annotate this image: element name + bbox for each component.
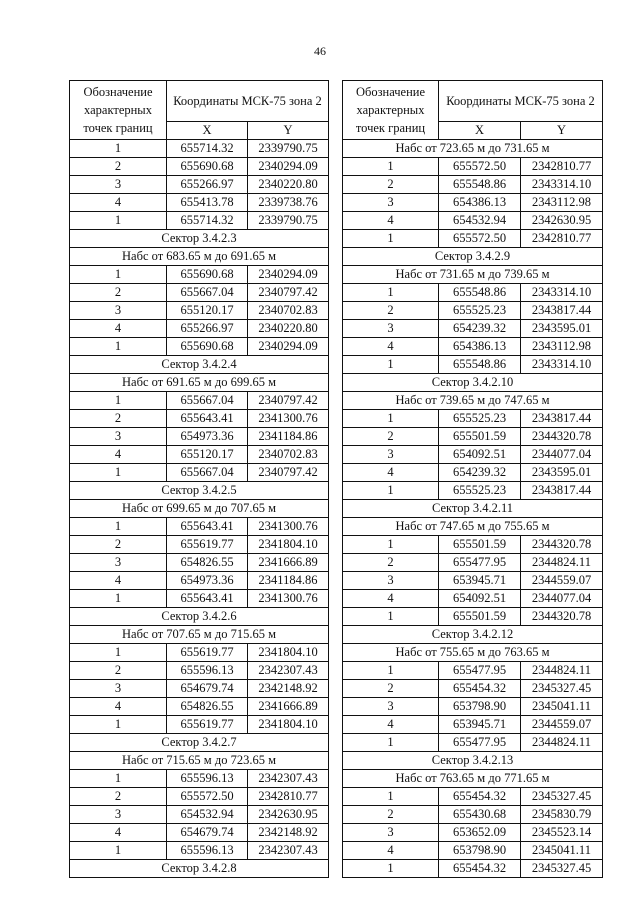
table-row — [70, 320, 329, 338]
point-number-cell: 3 — [70, 428, 167, 446]
y-coordinate-cell: 2340797.42 — [248, 284, 329, 302]
point-number-cell: 1 — [343, 860, 439, 878]
y-coordinate-cell: 2344824.11 — [521, 662, 603, 680]
section-label: Сектор 3.4.2.4 — [70, 356, 329, 374]
y-coordinate-cell: 2340294.09 — [248, 266, 329, 284]
point-number-cell: 1 — [70, 518, 167, 536]
point-number-cell: 1 — [343, 158, 439, 176]
x-coordinate-cell: 655619.77 — [167, 536, 248, 554]
y-coordinate-cell: 2342810.77 — [248, 788, 329, 806]
y-coordinate-cell: 2341666.89 — [248, 698, 329, 716]
y-coordinate-cell: 2342307.43 — [248, 770, 329, 788]
y-coordinate-cell: 2343817.44 — [521, 302, 603, 320]
table-row — [70, 698, 329, 716]
table-row — [343, 410, 603, 428]
x-coordinate-cell: 655619.77 — [167, 644, 248, 662]
y-coordinate-cell: 2345830.79 — [521, 806, 603, 824]
point-designation-header: Обозначение характерных точек границ — [70, 81, 167, 140]
y-coordinate-cell: 2342148.92 — [248, 824, 329, 842]
coordinates-header: Координаты МСК-75 зона 2 — [439, 81, 603, 122]
section-label: Набс от 707.65 м до 715.65 м — [70, 626, 329, 644]
point-number-cell: 1 — [70, 212, 167, 230]
table-row — [70, 572, 329, 590]
y-coordinate-cell: 2344559.07 — [521, 572, 603, 590]
section-label: Набс от 755.65 м до 763.65 м — [343, 644, 603, 662]
y-coordinate-cell: 2341300.76 — [248, 410, 329, 428]
table-row — [70, 680, 329, 698]
y-coordinate-cell: 2344320.78 — [521, 536, 603, 554]
y-coordinate-cell: 2343112.98 — [521, 338, 603, 356]
point-number-cell: 1 — [70, 266, 167, 284]
x-coordinate-cell: 655690.68 — [167, 266, 248, 284]
point-number-cell: 3 — [343, 194, 439, 212]
point-number-cell: 1 — [343, 410, 439, 428]
y-coordinate-cell: 2341300.76 — [248, 590, 329, 608]
section-label: Сектор 3.4.2.5 — [70, 482, 329, 500]
y-coordinate-cell: 2342148.92 — [248, 680, 329, 698]
point-number-cell: 4 — [343, 716, 439, 734]
table-row — [343, 212, 603, 230]
y-coordinate-cell: 2343595.01 — [521, 464, 603, 482]
section-row — [70, 356, 329, 374]
section-label: Набс от 715.65 м до 723.65 м — [70, 752, 329, 770]
x-coordinate-cell: 655525.23 — [439, 302, 521, 320]
table-row — [343, 338, 603, 356]
x-coordinate-cell: 655501.59 — [439, 608, 521, 626]
x-coordinate-cell: 655501.59 — [439, 536, 521, 554]
coordinates-header: Координаты МСК-75 зона 2 — [167, 81, 329, 122]
y-coordinate-cell: 2341666.89 — [248, 554, 329, 572]
x-coordinate-cell: 654679.74 — [167, 824, 248, 842]
table-row — [343, 716, 603, 734]
point-number-cell: 2 — [70, 410, 167, 428]
point-number-cell: 1 — [70, 464, 167, 482]
x-coordinate-cell: 655572.50 — [167, 788, 248, 806]
table-row — [70, 842, 329, 860]
x-coordinate-cell: 655454.32 — [439, 680, 521, 698]
section-row — [343, 500, 603, 518]
y-coordinate-cell: 2345327.45 — [521, 860, 603, 878]
table-row — [70, 644, 329, 662]
table-row — [70, 158, 329, 176]
x-coordinate-cell: 655596.13 — [167, 770, 248, 788]
point-number-cell: 3 — [70, 176, 167, 194]
coordinates-table-left-body — [70, 140, 329, 878]
x-coordinate-cell: 654532.94 — [167, 806, 248, 824]
y-coordinate-cell: 2344320.78 — [521, 428, 603, 446]
section-label: Сектор 3.4.2.13 — [343, 752, 603, 770]
point-number-cell: 2 — [70, 284, 167, 302]
y-coordinate-cell: 2344824.11 — [521, 734, 603, 752]
table-row — [70, 410, 329, 428]
x-coordinate-cell: 655667.04 — [167, 392, 248, 410]
table-row — [70, 266, 329, 284]
table-row — [343, 590, 603, 608]
point-number-cell: 2 — [70, 158, 167, 176]
section-label: Сектор 3.4.2.10 — [343, 374, 603, 392]
point-number-cell: 1 — [343, 662, 439, 680]
point-number-cell: 1 — [70, 644, 167, 662]
section-row — [70, 230, 329, 248]
x-coordinate-cell: 655643.41 — [167, 410, 248, 428]
x-coordinate-cell: 655525.23 — [439, 482, 521, 500]
table-row — [343, 176, 603, 194]
section-label: Сектор 3.4.2.7 — [70, 734, 329, 752]
x-coordinate-cell: 654826.55 — [167, 554, 248, 572]
section-row — [343, 626, 603, 644]
table-row — [70, 302, 329, 320]
table-row — [343, 572, 603, 590]
y-coordinate-cell: 2340294.09 — [248, 338, 329, 356]
y-coordinate-cell: 2342810.77 — [521, 230, 603, 248]
x-coordinate-cell: 653945.71 — [439, 716, 521, 734]
point-number-cell: 4 — [70, 320, 167, 338]
point-number-cell: 4 — [343, 464, 439, 482]
point-number-cell: 3 — [343, 824, 439, 842]
section-row — [70, 248, 329, 266]
point-number-cell: 1 — [70, 716, 167, 734]
table-row — [70, 824, 329, 842]
section-row — [70, 860, 329, 878]
table-row — [343, 428, 603, 446]
point-number-cell: 1 — [70, 842, 167, 860]
x-coordinate-cell: 655643.41 — [167, 590, 248, 608]
y-coordinate-cell: 2341300.76 — [248, 518, 329, 536]
point-number-cell: 3 — [70, 554, 167, 572]
table-row — [343, 806, 603, 824]
table-row — [70, 176, 329, 194]
section-label: Набс от 723.65 м до 731.65 м — [343, 140, 603, 158]
y-coordinate-cell: 2344824.11 — [521, 554, 603, 572]
point-number-cell: 2 — [343, 428, 439, 446]
x-coordinate-cell: 655477.95 — [439, 734, 521, 752]
x-coordinate-cell: 655477.95 — [439, 554, 521, 572]
point-number-cell: 2 — [343, 806, 439, 824]
point-number-cell: 1 — [343, 356, 439, 374]
table-row — [343, 824, 603, 842]
x-coordinate-cell: 655501.59 — [439, 428, 521, 446]
x-coordinate-cell: 655120.17 — [167, 446, 248, 464]
point-number-cell: 4 — [343, 212, 439, 230]
table-row — [70, 806, 329, 824]
table-row — [343, 788, 603, 806]
point-number-cell: 3 — [343, 698, 439, 716]
y-column-header: Y — [521, 122, 603, 140]
point-number-cell: 2 — [70, 788, 167, 806]
y-coordinate-cell: 2343314.10 — [521, 284, 603, 302]
section-row — [343, 770, 603, 788]
y-coordinate-cell: 2340702.83 — [248, 446, 329, 464]
section-row — [343, 248, 603, 266]
y-coordinate-cell: 2344320.78 — [521, 608, 603, 626]
y-coordinate-cell: 2345327.45 — [521, 680, 603, 698]
table-row — [343, 662, 603, 680]
x-coordinate-cell: 653798.90 — [439, 698, 521, 716]
point-number-cell: 1 — [70, 392, 167, 410]
point-number-cell: 1 — [343, 230, 439, 248]
x-coordinate-cell: 655714.32 — [167, 212, 248, 230]
page-number: 46 — [314, 44, 326, 58]
x-coordinate-cell: 654239.32 — [439, 464, 521, 482]
point-number-cell: 1 — [343, 788, 439, 806]
point-number-cell: 1 — [343, 536, 439, 554]
point-number-cell: 4 — [70, 194, 167, 212]
y-coordinate-cell: 2343314.10 — [521, 176, 603, 194]
section-label: Сектор 3.4.2.12 — [343, 626, 603, 644]
x-coordinate-cell: 653652.09 — [439, 824, 521, 842]
point-number-cell: 1 — [343, 734, 439, 752]
x-coordinate-cell: 655430.68 — [439, 806, 521, 824]
table-row — [343, 230, 603, 248]
coordinates-table-right — [342, 80, 603, 878]
section-row — [70, 500, 329, 518]
x-coordinate-cell: 655643.41 — [167, 518, 248, 536]
y-coordinate-cell: 2342630.95 — [248, 806, 329, 824]
section-row — [70, 626, 329, 644]
y-coordinate-cell: 2342307.43 — [248, 842, 329, 860]
point-number-cell: 4 — [70, 572, 167, 590]
x-coordinate-cell: 655690.68 — [167, 158, 248, 176]
table-row — [70, 140, 329, 158]
y-coordinate-cell: 2341184.86 — [248, 428, 329, 446]
y-coordinate-cell: 2343595.01 — [521, 320, 603, 338]
section-row — [343, 266, 603, 284]
y-coordinate-cell: 2343817.44 — [521, 410, 603, 428]
x-coordinate-cell: 654092.51 — [439, 446, 521, 464]
table-row — [343, 158, 603, 176]
x-coordinate-cell: 654386.13 — [439, 338, 521, 356]
table-row — [70, 554, 329, 572]
table-row — [70, 662, 329, 680]
table-row — [70, 770, 329, 788]
point-number-cell: 3 — [70, 806, 167, 824]
point-number-cell: 2 — [343, 680, 439, 698]
section-label: Набс от 683.65 м до 691.65 м — [70, 248, 329, 266]
table-row — [343, 320, 603, 338]
x-column-header: X — [167, 122, 248, 140]
y-coordinate-cell: 2342810.77 — [521, 158, 603, 176]
y-coordinate-cell: 2341184.86 — [248, 572, 329, 590]
section-row — [70, 752, 329, 770]
section-row — [343, 392, 603, 410]
table-row — [70, 464, 329, 482]
point-number-cell: 2 — [343, 554, 439, 572]
table-row — [343, 554, 603, 572]
table-row — [343, 698, 603, 716]
x-coordinate-cell: 655454.32 — [439, 788, 521, 806]
y-coordinate-cell: 2340220.80 — [248, 320, 329, 338]
section-label: Набс от 691.65 м до 699.65 м — [70, 374, 329, 392]
table-row — [70, 194, 329, 212]
point-number-cell: 1 — [343, 284, 439, 302]
x-coordinate-cell: 655477.95 — [439, 662, 521, 680]
x-coordinate-cell: 655690.68 — [167, 338, 248, 356]
point-number-cell: 1 — [70, 770, 167, 788]
y-coordinate-cell: 2345041.11 — [521, 698, 603, 716]
point-number-cell: 4 — [70, 698, 167, 716]
x-coordinate-cell: 655525.23 — [439, 410, 521, 428]
x-coordinate-cell: 655667.04 — [167, 464, 248, 482]
y-coordinate-cell: 2344559.07 — [521, 716, 603, 734]
x-coordinate-cell: 654386.13 — [439, 194, 521, 212]
y-coordinate-cell: 2345327.45 — [521, 788, 603, 806]
table-row — [70, 716, 329, 734]
point-number-cell: 1 — [70, 590, 167, 608]
y-coordinate-cell: 2341804.10 — [248, 644, 329, 662]
section-row — [70, 608, 329, 626]
y-coordinate-cell: 2340797.42 — [248, 392, 329, 410]
table-row — [70, 392, 329, 410]
x-coordinate-cell: 654239.32 — [439, 320, 521, 338]
point-number-cell: 3 — [343, 320, 439, 338]
table-row — [343, 446, 603, 464]
x-coordinate-cell: 655454.32 — [439, 860, 521, 878]
point-designation-header: Обозначение характерных точек границ — [343, 81, 439, 140]
point-number-cell: 4 — [343, 590, 439, 608]
section-label: Набс от 731.65 м до 739.65 м — [343, 266, 603, 284]
section-row — [343, 140, 603, 158]
y-coordinate-cell: 2341804.10 — [248, 536, 329, 554]
y-coordinate-cell: 2340220.80 — [248, 176, 329, 194]
y-coordinate-cell: 2343817.44 — [521, 482, 603, 500]
x-coordinate-cell: 654973.36 — [167, 572, 248, 590]
table-row — [343, 284, 603, 302]
point-number-cell: 4 — [70, 446, 167, 464]
table-row — [343, 464, 603, 482]
point-number-cell: 1 — [343, 608, 439, 626]
x-coordinate-cell: 655548.86 — [439, 356, 521, 374]
point-number-cell: 3 — [343, 572, 439, 590]
section-label: Сектор 3.4.2.6 — [70, 608, 329, 626]
point-number-cell: 2 — [343, 302, 439, 320]
table-row — [343, 536, 603, 554]
y-coordinate-cell: 2342630.95 — [521, 212, 603, 230]
table-row — [343, 356, 603, 374]
table-row — [343, 608, 603, 626]
y-column-header: Y — [248, 122, 329, 140]
y-coordinate-cell: 2340294.09 — [248, 158, 329, 176]
section-label: Набс от 739.65 м до 747.65 м — [343, 392, 603, 410]
y-coordinate-cell: 2340797.42 — [248, 464, 329, 482]
table-row — [70, 338, 329, 356]
table-row — [70, 590, 329, 608]
y-coordinate-cell: 2339790.75 — [248, 140, 329, 158]
table-row — [343, 734, 603, 752]
section-label: Набс от 747.65 м до 755.65 м — [343, 518, 603, 536]
x-coordinate-cell: 655596.13 — [167, 662, 248, 680]
x-coordinate-cell: 655619.77 — [167, 716, 248, 734]
y-coordinate-cell: 2343314.10 — [521, 356, 603, 374]
x-coordinate-cell: 655714.32 — [167, 140, 248, 158]
table-row — [343, 194, 603, 212]
section-label: Сектор 3.4.2.8 — [70, 860, 329, 878]
y-coordinate-cell: 2343112.98 — [521, 194, 603, 212]
section-row — [343, 644, 603, 662]
y-coordinate-cell: 2345041.11 — [521, 842, 603, 860]
point-number-cell: 3 — [343, 446, 439, 464]
section-row — [70, 374, 329, 392]
point-number-cell: 4 — [70, 824, 167, 842]
x-coordinate-cell: 655572.50 — [439, 158, 521, 176]
x-coordinate-cell: 655120.17 — [167, 302, 248, 320]
section-row — [70, 482, 329, 500]
x-coordinate-cell: 654973.36 — [167, 428, 248, 446]
point-number-cell: 3 — [70, 302, 167, 320]
x-coordinate-cell: 655572.50 — [439, 230, 521, 248]
point-number-cell: 2 — [343, 176, 439, 194]
x-coordinate-cell: 654532.94 — [439, 212, 521, 230]
point-number-cell: 1 — [70, 338, 167, 356]
table-row — [343, 680, 603, 698]
x-coordinate-cell: 655413.78 — [167, 194, 248, 212]
table-row — [70, 428, 329, 446]
table-row — [70, 284, 329, 302]
x-coordinate-cell: 654092.51 — [439, 590, 521, 608]
table-row — [343, 302, 603, 320]
table-row — [70, 446, 329, 464]
point-number-cell: 1 — [70, 140, 167, 158]
x-coordinate-cell: 655266.97 — [167, 320, 248, 338]
point-number-cell: 2 — [70, 662, 167, 680]
y-coordinate-cell: 2344077.04 — [521, 446, 603, 464]
table-row — [343, 842, 603, 860]
x-coordinate-cell: 654679.74 — [167, 680, 248, 698]
section-row — [70, 734, 329, 752]
table-row — [343, 860, 603, 878]
section-label: Набс от 699.65 м до 707.65 м — [70, 500, 329, 518]
y-coordinate-cell: 2344077.04 — [521, 590, 603, 608]
x-coordinate-cell: 655667.04 — [167, 284, 248, 302]
coordinates-table-right-body — [343, 140, 603, 878]
y-coordinate-cell: 2341804.10 — [248, 716, 329, 734]
table-row — [343, 482, 603, 500]
x-column-header: X — [439, 122, 521, 140]
x-coordinate-cell: 653945.71 — [439, 572, 521, 590]
x-coordinate-cell: 654826.55 — [167, 698, 248, 716]
y-coordinate-cell: 2340702.83 — [248, 302, 329, 320]
x-coordinate-cell: 655548.86 — [439, 284, 521, 302]
coordinates-table-left — [69, 80, 329, 878]
table-row — [70, 788, 329, 806]
y-coordinate-cell: 2345523.14 — [521, 824, 603, 842]
section-label: Сектор 3.4.2.3 — [70, 230, 329, 248]
table-row — [70, 536, 329, 554]
section-row — [343, 518, 603, 536]
point-number-cell: 1 — [343, 482, 439, 500]
table-row — [70, 518, 329, 536]
point-number-cell: 2 — [70, 536, 167, 554]
point-number-cell: 3 — [70, 680, 167, 698]
x-coordinate-cell: 655596.13 — [167, 842, 248, 860]
section-row — [343, 374, 603, 392]
section-label: Сектор 3.4.2.11 — [343, 500, 603, 518]
section-label: Набс от 763.65 м до 771.65 м — [343, 770, 603, 788]
table-row — [70, 212, 329, 230]
section-label: Сектор 3.4.2.9 — [343, 248, 603, 266]
point-number-cell: 4 — [343, 842, 439, 860]
y-coordinate-cell: 2342307.43 — [248, 662, 329, 680]
x-coordinate-cell: 653798.90 — [439, 842, 521, 860]
point-number-cell: 4 — [343, 338, 439, 356]
x-coordinate-cell: 655266.97 — [167, 176, 248, 194]
x-coordinate-cell: 655548.86 — [439, 176, 521, 194]
y-coordinate-cell: 2339738.76 — [248, 194, 329, 212]
section-row — [343, 752, 603, 770]
y-coordinate-cell: 2339790.75 — [248, 212, 329, 230]
